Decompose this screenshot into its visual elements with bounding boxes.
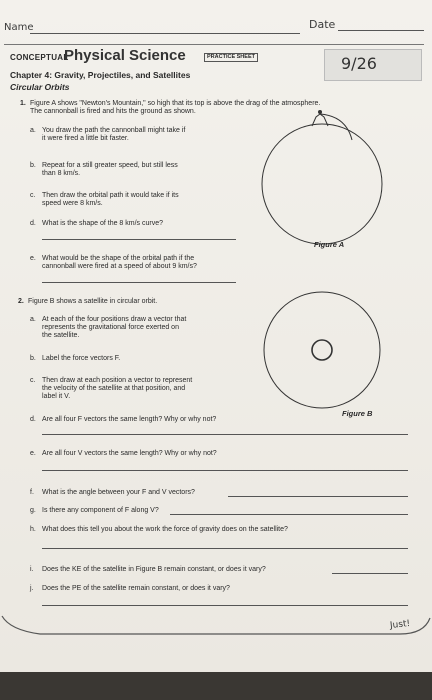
q1e-line1: What would be the shape of the orbital path if the xyxy=(42,255,195,262)
q1e-answer-line[interactable] xyxy=(42,282,236,283)
brand-small: CONCEPTUAL xyxy=(10,53,69,62)
q1a-line1: You draw the path the cannonball might take if xyxy=(42,127,186,134)
q2f-letter: f. xyxy=(30,489,34,496)
q1b-letter: b. xyxy=(30,162,36,169)
q1d-letter: d. xyxy=(30,220,36,227)
q2h-line1: What does this tell you about the work the force of gravity does on the satellite? xyxy=(42,526,288,533)
q2i-letter: i. xyxy=(30,566,34,573)
earth-circle xyxy=(262,124,382,244)
figure-b-diagram xyxy=(248,290,418,420)
date-line[interactable] xyxy=(338,30,424,31)
q2g-line1: Is there any component of F along V? xyxy=(42,507,159,514)
q1a-letter: a. xyxy=(30,127,36,134)
q2d-line1: Are all four F vectors the same length? Why or why not? xyxy=(42,416,217,423)
q2c-line3: label it V. xyxy=(42,393,71,400)
q2j-letter: j. xyxy=(30,585,34,592)
date-label: Date xyxy=(309,18,336,31)
q2a-line1: At each of the four positions draw a vector that xyxy=(42,316,187,323)
q2c-letter: c. xyxy=(30,377,36,384)
cannonball xyxy=(318,110,322,114)
figure-a-diagram xyxy=(240,104,420,254)
q2j-answer-line[interactable] xyxy=(42,605,408,606)
q2i-answer-line[interactable] xyxy=(332,573,408,574)
q1e-letter: e. xyxy=(30,255,36,262)
q1e-line2: cannonball were fired at a speed of about 9 km/s? xyxy=(42,263,197,270)
q2g-letter: g. xyxy=(30,507,36,514)
q2b-letter: b. xyxy=(30,355,36,362)
signature: Just! xyxy=(389,618,411,632)
q1c-letter: c. xyxy=(30,192,36,199)
date-stamp-box xyxy=(324,49,422,81)
header-rule xyxy=(4,44,424,45)
q1-number: 1. xyxy=(20,100,26,107)
q2e-letter: e. xyxy=(30,450,36,457)
q2e-answer-line[interactable] xyxy=(42,470,408,471)
q2c-line2: the velocity of the satellite at that position, and xyxy=(42,385,186,392)
q2c-line1: Then draw at each position a vector to represent xyxy=(42,377,193,384)
q2f-answer-line[interactable] xyxy=(228,496,408,497)
name-label: Name xyxy=(4,22,34,33)
section-title: Circular Orbits xyxy=(10,82,70,92)
q2-intro: Figure B shows a satellite in circular orbit. xyxy=(28,298,158,305)
brand-title: Physical Science xyxy=(64,47,186,64)
q1b-line1: Repeat for a still greater speed, but still less xyxy=(42,162,178,169)
q2a-line2: represents the gravitational force exerted on xyxy=(42,324,179,331)
footer-curve xyxy=(2,616,430,634)
q1b-line2: than 8 km/s. xyxy=(42,170,81,177)
q1d-line1: What is the shape of the 8 km/s curve? xyxy=(42,220,164,227)
chapter-title: Chapter 4: Gravity, Projectiles, and Satellites xyxy=(10,70,191,80)
q2i-line1: Does the KE of the satellite in Figure B remain constant, or does it vary? xyxy=(42,566,266,573)
q1c-line1: Then draw the orbital path it would take if its xyxy=(42,192,179,199)
handwritten-date: 9/26 xyxy=(341,54,377,73)
q2a-letter: a. xyxy=(30,316,36,323)
orbit-circle xyxy=(264,292,380,408)
q1-intro-line1: Figure A shows "Newton's Mountain," so high that its top is above the drag of the atmosphere. xyxy=(30,100,321,107)
q2b-line1: Label the force vectors F. xyxy=(42,355,121,362)
q2j-line1: Does the PE of the satellite remain constant, or does it vary? xyxy=(42,585,230,592)
q2a-line3: the satellite. xyxy=(42,332,80,339)
name-line[interactable] xyxy=(30,33,300,34)
q2f-line1: What is the angle between your F and V vectors? xyxy=(42,489,195,496)
q2h-answer-line[interactable] xyxy=(42,548,408,549)
q2h-letter: h. xyxy=(30,526,36,533)
practice-sheet-badge: PRACTICE SHEET xyxy=(204,53,258,62)
q2e-line1: Are all four V vectors the same length? Why or why not? xyxy=(42,450,217,457)
figure-a-label: Figure A xyxy=(314,240,345,249)
table-edge xyxy=(0,672,432,700)
q1a-line2: it were fired a little bit faster. xyxy=(42,135,129,142)
q2d-answer-line[interactable] xyxy=(42,434,408,435)
footer-divider xyxy=(0,612,432,668)
q1d-answer-line[interactable] xyxy=(42,239,236,240)
q2g-answer-line[interactable] xyxy=(170,514,408,515)
figure-b-label: Figure B xyxy=(342,409,373,418)
q1-intro-line2: The cannonball is fired and hits the ground as shown. xyxy=(30,108,196,115)
q2d-letter: d. xyxy=(30,416,36,423)
q1c-line2: speed were 8 km/s. xyxy=(42,200,103,207)
q2-number: 2. xyxy=(18,298,24,305)
earth-small-circle xyxy=(312,340,332,360)
